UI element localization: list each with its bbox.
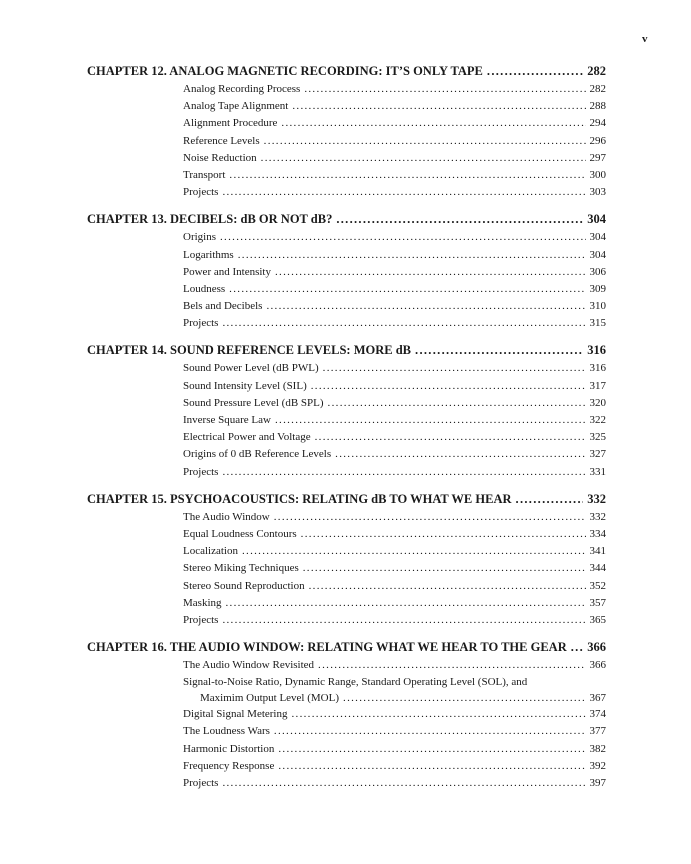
leader-dots (278, 741, 585, 758)
entry-page: 397 (589, 777, 606, 789)
chapter-16 (87, 638, 606, 792)
leader-dots (291, 706, 585, 723)
chapter-heading[interactable] (87, 638, 606, 657)
leader-dots (222, 775, 585, 792)
toc-entry-multiline[interactable] (183, 674, 606, 706)
entry-page: 392 (589, 759, 606, 772)
entry-title: Inverse Square Law (183, 414, 271, 426)
toc-entry[interactable] (183, 247, 606, 264)
entry-page: 288 (589, 100, 606, 113)
chapter-heading[interactable] (87, 210, 606, 229)
entry-page: 304 (589, 248, 606, 261)
entry-page: 315 (589, 317, 606, 330)
toc-entry[interactable] (183, 509, 606, 526)
toc-entry[interactable] (183, 741, 606, 758)
entry-title: Sound Pressure Level (dB SPL) (183, 396, 324, 409)
entry-title: Projects (183, 777, 219, 789)
entry-page: 310 (589, 300, 606, 313)
entry-title: Localization (183, 545, 238, 558)
entry-title: Origins (183, 231, 216, 244)
leader-dots (261, 150, 586, 167)
entry-page: 316 (589, 362, 606, 375)
entry-page: 377 (589, 725, 606, 738)
leader-dots (222, 184, 585, 201)
leader-dots (304, 81, 585, 98)
entry-page: 365 (589, 613, 606, 626)
leader-dots (226, 595, 586, 612)
chapter-page: 282 (587, 64, 606, 78)
entry-title: The Loudness Wars (183, 725, 270, 738)
entry-title: Projects (183, 186, 219, 199)
leader-dots (336, 210, 583, 229)
toc-entry[interactable] (183, 378, 606, 395)
entry-page: 331 (589, 465, 606, 478)
entry-page: 306 (589, 265, 606, 278)
leader-dots (222, 315, 585, 332)
toc-entry[interactable] (183, 360, 606, 377)
chapter-title: CHAPTER 14. SOUND REFERENCE LEVELS: MORE dB (87, 343, 412, 358)
toc-entry[interactable] (183, 464, 606, 481)
entry-page: 341 (589, 545, 606, 558)
entry-page: 334 (589, 527, 606, 540)
entry-title: Sound Intensity Level (SIL) (183, 379, 307, 392)
toc-entry[interactable] (183, 315, 606, 332)
leader-dots (229, 167, 585, 184)
leader-dots (275, 412, 586, 429)
entry-page: 294 (589, 117, 606, 130)
leader-dots (309, 578, 586, 595)
leader-dots (274, 509, 586, 526)
toc-entry[interactable] (183, 150, 606, 167)
entry-title: The Audio Window (183, 510, 270, 523)
leader-dots (318, 657, 585, 674)
toc-entry[interactable] (183, 298, 606, 315)
toc-entry[interactable] (183, 526, 606, 543)
leader-dots (264, 133, 586, 150)
toc-entry[interactable] (183, 412, 606, 429)
toc-entry[interactable] (183, 758, 606, 775)
entry-title: Analog Tape Alignment (183, 100, 289, 113)
entry-title: Noise Reduction (183, 151, 257, 164)
entry-title: Harmonic Distortion (183, 742, 275, 755)
chapter-page: 304 (587, 212, 606, 227)
entry-page: 309 (589, 282, 606, 295)
entry-page: 317 (589, 379, 606, 392)
entry-title: Sound Power Level (dB PWL) (183, 362, 319, 375)
toc-entry[interactable] (183, 229, 606, 246)
leader-dots (301, 526, 586, 543)
entry-title: Projects (183, 613, 219, 626)
toc-entry[interactable] (183, 133, 606, 150)
entry-title: Digital Signal Metering (183, 708, 288, 721)
entry-title: Reference Levels (183, 134, 260, 147)
toc-entry[interactable] (183, 543, 606, 560)
leader-dots (222, 612, 585, 629)
entry-page: 297 (589, 151, 606, 164)
entry-title: Frequency Response (183, 759, 275, 772)
leader-dots (335, 446, 585, 463)
entry-title: The Audio Window Revisited (183, 659, 315, 672)
leader-dots (238, 247, 586, 264)
entry-title: Projects (183, 317, 219, 330)
leader-dots (487, 62, 583, 81)
entry-page: 332 (589, 510, 606, 523)
toc-entry[interactable] (183, 167, 606, 184)
entry-page: 357 (589, 596, 606, 609)
chapter-heading[interactable] (87, 62, 606, 81)
leader-dots (220, 229, 586, 246)
entry-page: 322 (589, 414, 606, 426)
toc-entry[interactable] (183, 560, 606, 577)
toc-entry[interactable] (183, 264, 606, 281)
toc-entry[interactable] (183, 184, 606, 201)
leader-dots (274, 723, 586, 740)
entry-page: 327 (589, 448, 606, 461)
toc-entry[interactable] (183, 115, 606, 132)
entry-title: Alignment Procedure (183, 117, 278, 130)
chapter-heading[interactable] (87, 490, 606, 509)
toc-entry[interactable] (183, 281, 606, 298)
entry-title: Power and Intensity (183, 265, 271, 278)
leader-dots (328, 395, 586, 412)
toc-entry[interactable] (183, 395, 606, 412)
entry-page: 282 (589, 83, 606, 95)
entry-title: Analog Recording Process (183, 83, 301, 95)
entry-page: 320 (589, 396, 606, 409)
entry-title: Equal Loudness Contours (183, 527, 297, 540)
chapter-page: 316 (587, 343, 606, 358)
entry-page: 344 (589, 562, 606, 575)
toc-entry[interactable] (183, 81, 606, 98)
leader-dots (571, 638, 584, 657)
toc-entry[interactable] (183, 612, 606, 629)
entry-title: Bels and Decibels (183, 300, 263, 313)
entry-page: 366 (589, 659, 606, 672)
leader-dots (343, 690, 585, 706)
chapter-title: CHAPTER 16. THE AUDIO WINDOW: RELATING WHAT WE HEAR TO THE GEAR (87, 640, 567, 655)
chapter-title: CHAPTER 15. PSYCHOACOUSTICS: RELATING dB TO WHAT WE HEAR (87, 491, 512, 506)
leader-dots (315, 429, 586, 446)
entry-page: 304 (589, 231, 606, 244)
leader-dots (303, 560, 586, 577)
toc-entry[interactable] (183, 429, 606, 446)
entry-page: 303 (589, 186, 606, 199)
entry-title: Projects (183, 465, 219, 478)
toc-entry[interactable] (183, 578, 606, 595)
entry-title: Stereo Miking Techniques (183, 562, 299, 575)
entry-title: Electrical Power and Voltage (183, 431, 311, 444)
chapter-page: 366 (587, 640, 606, 655)
chapter-title: CHAPTER 12. ANALOG MAGNETIC RECORDING: IT’S ONLY TAPE (87, 64, 483, 78)
entry-title: Signal-to-Noise Ratio, Dynamic Range, Standard Operating Level (SOL), and (183, 676, 528, 689)
chapter-13 (87, 210, 606, 332)
page-number: v (642, 33, 648, 45)
entry-title: Masking (183, 596, 222, 609)
leader-dots (229, 281, 585, 298)
leader-dots (292, 98, 585, 115)
chapter-heading[interactable] (87, 341, 606, 360)
toc-entry[interactable] (183, 706, 606, 723)
entry-page: 382 (589, 742, 606, 755)
leader-dots (222, 464, 585, 481)
toc-entry[interactable] (183, 98, 606, 115)
chapter-title: CHAPTER 13. DECIBELS: dB OR NOT dB? (87, 212, 333, 227)
leader-dots (275, 264, 586, 281)
entry-page: 325 (589, 431, 606, 444)
leader-dots (278, 758, 585, 775)
leader-dots (242, 543, 586, 560)
entry-page: 352 (589, 579, 606, 592)
entry-page: 374 (589, 708, 606, 721)
toc-entry[interactable] (183, 446, 606, 463)
toc-entry[interactable] (183, 775, 606, 792)
toc-entry[interactable] (183, 657, 606, 674)
leader-dots (311, 378, 586, 395)
chapter-page: 332 (587, 491, 606, 506)
chapter-12 (87, 62, 606, 201)
chapter-14 (87, 341, 606, 480)
entry-title: Logarithms (183, 248, 234, 261)
leader-dots (266, 298, 585, 315)
entry-page: 300 (589, 168, 606, 181)
entry-title: Stereo Sound Reproduction (183, 579, 305, 592)
entry-page: 296 (589, 134, 606, 147)
entry-title: Origins of 0 dB Reference Levels (183, 448, 332, 461)
toc-entry[interactable] (183, 723, 606, 740)
entry-title-continued: Maximim Output Level (MOL) (200, 692, 340, 705)
entry-page: 367 (589, 692, 606, 705)
leader-dots (415, 341, 583, 360)
table-of-contents (87, 62, 606, 801)
leader-dots (516, 490, 584, 509)
toc-entry[interactable] (183, 595, 606, 612)
entry-title: Loudness (183, 282, 226, 295)
leader-dots (323, 360, 586, 377)
entry-title: Transport (183, 168, 226, 181)
leader-dots (281, 115, 585, 132)
chapter-15 (87, 490, 606, 629)
